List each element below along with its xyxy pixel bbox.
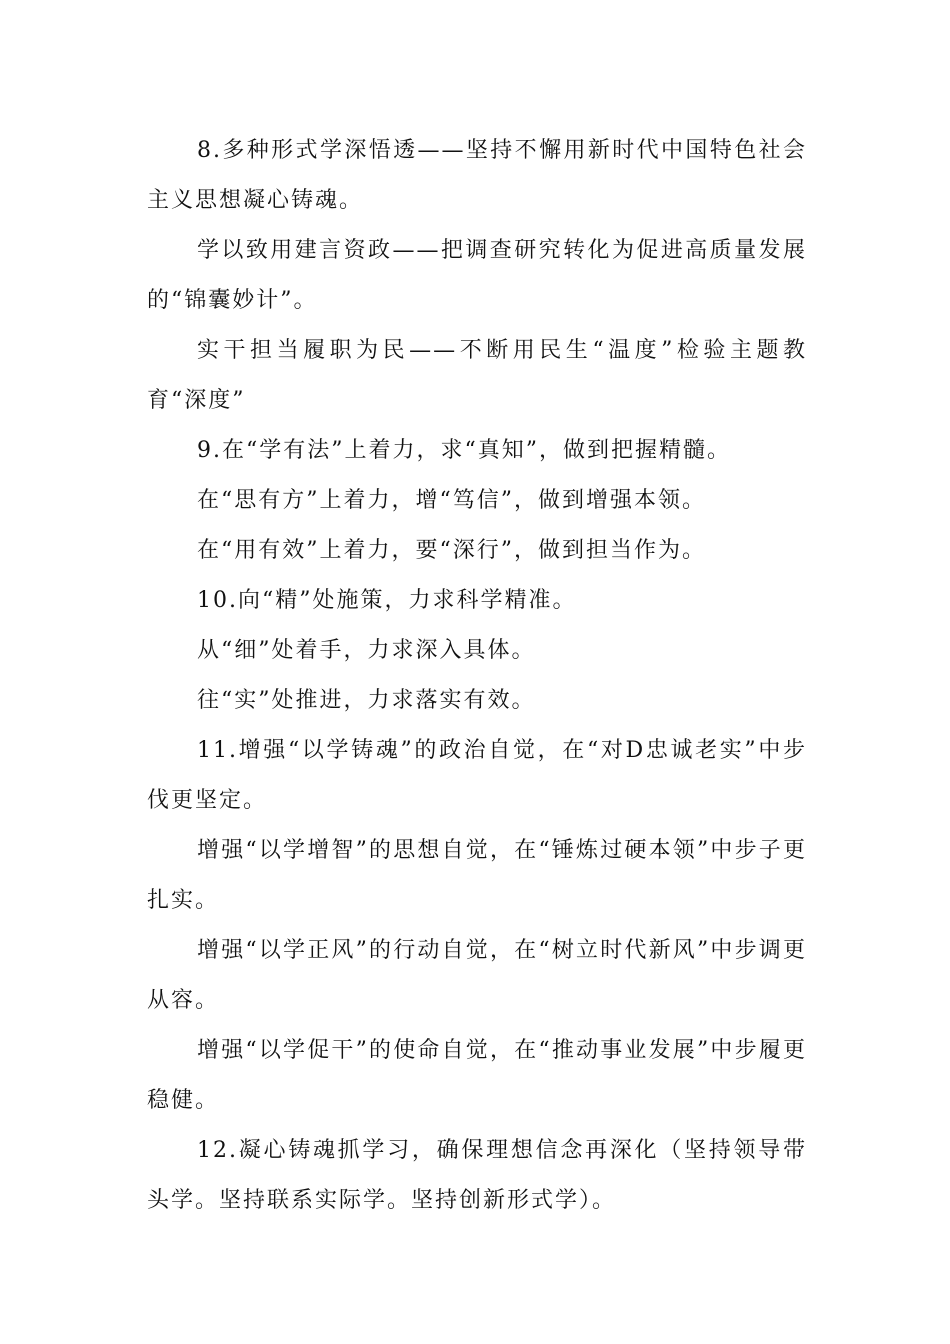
- paragraph-10-detail: 从“细”处着手，力求深入具体。: [197, 638, 536, 663]
- paragraph-11-style: 增强“以学正风”的行动自觉，在“树立时代新风”中步调更从容。: [147, 938, 807, 1013]
- paragraph-11-soul: 11.增强“以学铸魂”的政治自觉，在“对D忠诚老实”中步伐更坚定。: [147, 738, 807, 813]
- paragraph-8-practice: 实干担当履职为民——不断用民生“温度”检验主题教育“深度”: [147, 338, 807, 413]
- paragraph-11-action: 增强“以学促干”的使命自觉，在“推动事业发展”中步履更稳健。: [147, 1038, 807, 1113]
- paragraph-8-study: 8.多种形式学深悟透——坚持不懈用新时代中国特色社会主义思想凝心铸魂。: [147, 138, 807, 213]
- paragraph-12-study: 12.凝心铸魂抓学习，确保理想信念再深化（坚持领导带头学。坚持联系实际学。坚持创新形式学）。: [147, 1138, 807, 1213]
- paragraph-10-effective: 往“实”处推进，力求落实有效。: [197, 688, 536, 713]
- paragraph-11-wisdom: 增强“以学增智”的思想自觉，在“锤炼过硬本领”中步子更扎实。: [147, 838, 807, 913]
- paragraph-10-precise: 10.向“精”处施策，力求科学精准。: [197, 588, 577, 613]
- document-body: [147, 126, 807, 1226]
- paragraph-9-think: 在“思有方”上着力，增“笃信”，做到增强本领。: [197, 488, 706, 513]
- paragraph-9-learn: 9.在“学有法”上着力，求“真知”，做到把握精髓。: [197, 438, 731, 463]
- paragraph-9-use: 在“用有效”上着力，要“深行”，做到担当作为。: [197, 538, 706, 563]
- paragraph-8-apply: 学以致用建言资政——把调查研究转化为促进高质量发展的“锦囊妙计”。: [147, 238, 807, 313]
